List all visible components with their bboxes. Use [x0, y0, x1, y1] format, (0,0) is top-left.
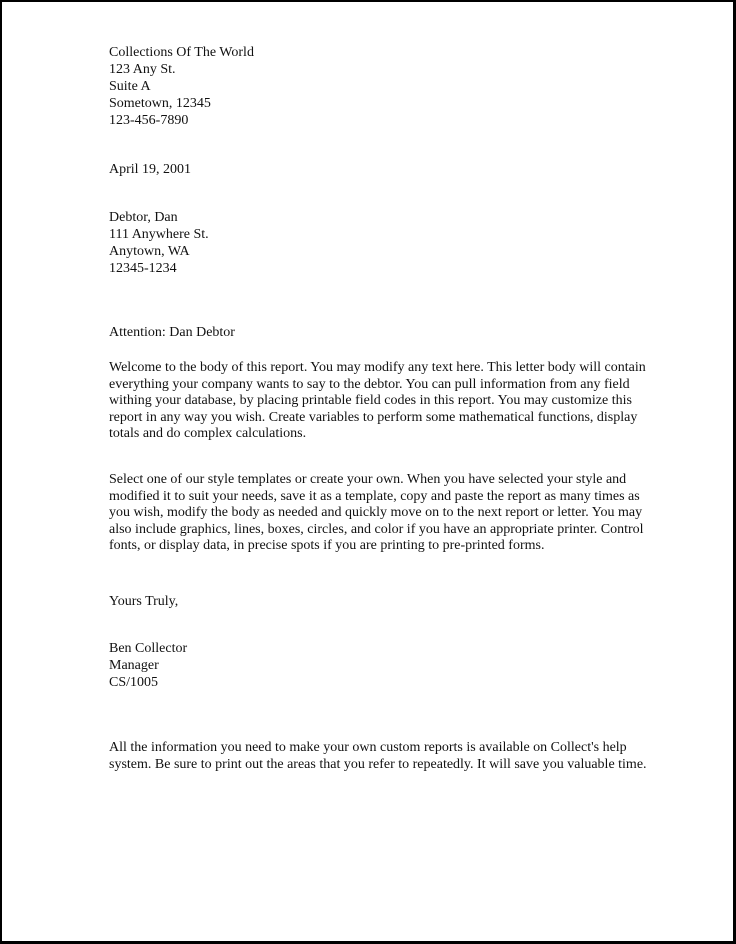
sender-address-line1: 123 Any St. [109, 62, 176, 77]
attention-line: Attention: Dan Debtor [109, 325, 235, 340]
footer-note: All the information you need to make your own custom reports is available on Collect's help system. Be sure to print out the areas that you refer to repeatedly. It will save you valuable time. [109, 740, 647, 772]
recipient-name: Debtor, Dan [109, 210, 178, 225]
signature-name: Ben Collector [109, 641, 188, 656]
sender-address-line2: Suite A [109, 79, 151, 94]
body-paragraph-2: Select one of our style templates or create your own. When you have selected your style and modified it to suit your needs, save it as a template, copy and paste the report as many times as you wish, modify the body as needed and quickly move on to the next report or letter. You may also include graphics, lines, boxes, circles, and color if you have an appropriate printer. Control fonts, or display data, in precise spots if you are printing to pre-printed forms. [109, 472, 644, 554]
body-paragraph-1: Welcome to the body of this report. You may modify any text here. This letter body will contain everything your company wants to say to the debtor. You can pull information from any field withing your database, by placing printable field codes in this report. You may customize this report in any way you wish. Create variables to perform some mathematical functions, display totals and do complex calculations. [109, 360, 646, 441]
recipient-zip: 12345-1234 [109, 261, 177, 276]
closing: Yours Truly, [109, 594, 179, 609]
recipient-city-state: Anytown, WA [109, 244, 190, 259]
sender-phone: 123-456-7890 [109, 113, 189, 128]
letter-date: April 19, 2001 [109, 162, 192, 177]
signature-title: Manager [109, 658, 159, 673]
signature-reference: CS/1005 [109, 675, 159, 690]
sender-city-zip: Sometown, 12345 [109, 96, 211, 111]
sender-company: Collections Of The World [109, 45, 254, 60]
recipient-address: 111 Anywhere St. [109, 227, 209, 242]
